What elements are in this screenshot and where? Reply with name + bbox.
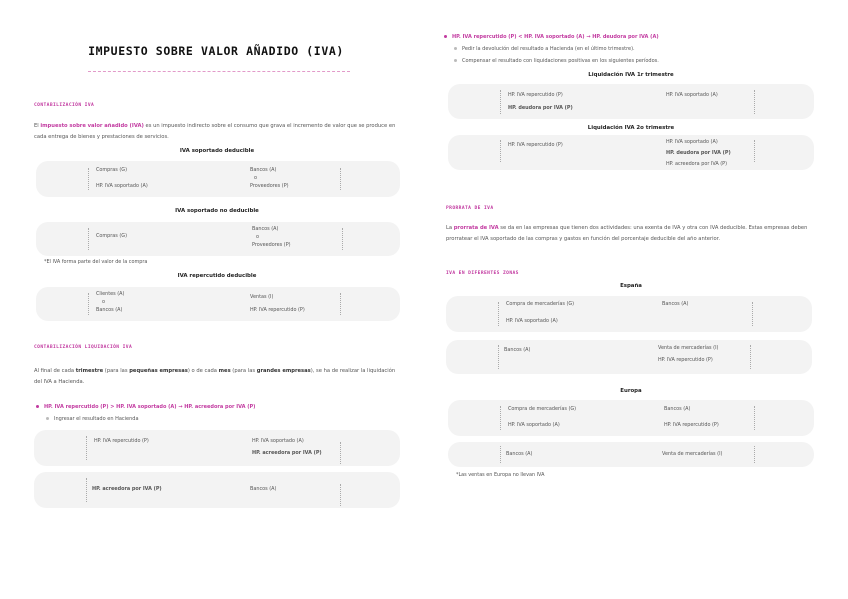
credit-entry: HP. acreedora por IVA (P) bbox=[252, 450, 322, 456]
section-contabilizacion-iva: CONTABILIZACIÓN IVA bbox=[34, 103, 95, 108]
debit-entry: HP. acreedora por IVA (P) bbox=[92, 486, 162, 492]
divider-dots bbox=[754, 406, 755, 430]
section-liquidacion-iva: CONTABILIZACIÓN LIQUIDACIÓN IVA bbox=[34, 345, 133, 350]
credit-entry: HP. IVA repercutido (P) bbox=[250, 307, 305, 313]
divider-dots bbox=[752, 302, 753, 326]
debit-entry: Bancos (A) bbox=[506, 451, 533, 457]
account-table-espana-compra bbox=[446, 296, 812, 332]
heading-iva-soportado-no-deducible: IVA soportado no deducible bbox=[175, 208, 259, 214]
credit-entry: Proveedores (P) bbox=[252, 242, 291, 248]
heading-espana: España bbox=[620, 283, 642, 289]
account-table-europa-compra bbox=[448, 400, 814, 436]
debit-entry: Bancos (A) bbox=[504, 347, 531, 353]
divider-dots bbox=[340, 442, 341, 464]
section-prorrata: PRORRATA DE IVA bbox=[446, 206, 494, 211]
credit-connector: o bbox=[254, 175, 257, 181]
account-table-espana-venta bbox=[446, 340, 812, 374]
divider-dots bbox=[754, 90, 755, 114]
credit-entry: HP. IVA soportado (A) bbox=[666, 139, 718, 145]
divider-dots bbox=[500, 446, 501, 463]
credit-entry: Bancos (A) bbox=[250, 486, 277, 492]
divider-dots bbox=[500, 90, 501, 114]
debit-entry: Bancos (A) bbox=[96, 307, 123, 313]
debit-connector: o bbox=[102, 299, 105, 305]
debit-entry: HP. deudora por IVA (P) bbox=[508, 105, 573, 111]
account-table-liquidacion-1 bbox=[34, 430, 400, 466]
debit-entry: HP. IVA repercutido (P) bbox=[508, 92, 563, 98]
debit-entry: HP. IVA repercutido (P) bbox=[508, 142, 563, 148]
credit-entry: Venta de mercaderías (I) bbox=[658, 345, 719, 351]
intro-paragraph: El impuesto sobre valor añadido (IVA) es un impuesto indirecto sobre el consumo que grava el incremento de valor que se produce en cada entrega de bienes y prestaciones de servicios. bbox=[34, 123, 396, 140]
credit-entry: HP. deudora por IVA (P) bbox=[666, 150, 731, 156]
credit-entry: HP. IVA repercutido (P) bbox=[664, 422, 719, 428]
divider-dots bbox=[88, 168, 89, 190]
credit-entry: HP. acreedora por IVA (P) bbox=[666, 161, 728, 167]
divider-dots bbox=[750, 345, 751, 369]
divider-dots bbox=[500, 406, 501, 430]
heading-liquidacion-2o-trimestre: Liquidación IVA 2o trimestre bbox=[587, 125, 675, 131]
divider-dots bbox=[342, 228, 343, 250]
sub-bullet-compensar: Compensar el resultado con liquidaciones positivas en los siguientes períodos. bbox=[454, 58, 659, 64]
note-ventas-europa: *Las ventas en Europa no llevan IVA bbox=[456, 472, 545, 478]
debit-entry: Compra de mercaderías (G) bbox=[506, 301, 575, 307]
divider-dots bbox=[754, 140, 755, 162]
account-table-liquidacion-2 bbox=[34, 472, 400, 508]
heading-europa: Europa bbox=[620, 388, 642, 394]
divider-dots bbox=[88, 228, 89, 250]
liquidacion-paragraph: Al final de cada trimestre (para las pequeñas empresas) o de cada mes (para las grandes empresas), se ha de realizar la liquidación del IVA a Hacienda. bbox=[34, 368, 396, 385]
divider-dots bbox=[86, 478, 87, 502]
account-table-1r-trimestre bbox=[448, 84, 814, 119]
divider-dots bbox=[88, 293, 89, 315]
debit-entry: Compra de mercaderías (G) bbox=[508, 406, 577, 412]
credit-entry: Bancos (A) bbox=[664, 406, 691, 412]
heading-iva-soportado-deducible: IVA soportado deducible bbox=[179, 148, 255, 154]
sub-bullet-devolucion: Pedir la devolución del resultado a Hacienda (en el último trimestre). bbox=[454, 46, 635, 52]
bullet-deudora: HP. IVA repercutido (P) < HP. IVA soportado (A) → HP. deudora por IVA (A) bbox=[444, 34, 659, 40]
credit-entry: Bancos (A) bbox=[662, 301, 689, 307]
credit-entry: Bancos (A) bbox=[250, 167, 277, 173]
divider-dots bbox=[498, 345, 499, 369]
divider-dots bbox=[500, 140, 501, 162]
debit-entry: HP. IVA repercutido (P) bbox=[94, 438, 149, 444]
debit-entry: HP. IVA soportado (A) bbox=[96, 183, 148, 189]
heading-liquidacion-1r-trimestre: Liquidación IVA 1r trimestre bbox=[588, 72, 674, 78]
account-table-soportado-no-deducible bbox=[36, 222, 400, 256]
debit-entry: Compras (G) bbox=[96, 167, 127, 173]
divider-dots bbox=[86, 436, 87, 460]
divider-dots bbox=[498, 302, 499, 326]
debit-entry: Compras (G) bbox=[96, 233, 127, 239]
credit-connector: o bbox=[256, 234, 259, 240]
credit-entry: HP. IVA soportado (A) bbox=[666, 92, 718, 98]
credit-entry: HP. IVA repercutido (P) bbox=[658, 357, 713, 363]
note-iva-valor-compra: *El IVA forma parte del valor de la compra bbox=[44, 259, 148, 265]
credit-entry: Venta de mercaderías (I) bbox=[662, 451, 723, 457]
account-table-europa-venta bbox=[448, 442, 814, 467]
account-table-2o-trimestre bbox=[448, 135, 814, 170]
debit-entry: HP. IVA soportado (A) bbox=[506, 318, 558, 324]
debit-entry: HP. IVA soportado (A) bbox=[508, 422, 560, 428]
section-iva-zonas: IVA EN DIFERENTES ZONAS bbox=[446, 271, 519, 276]
sub-bullet-ingresar: Ingresar el resultado en Hacienda bbox=[46, 416, 139, 422]
divider-dots bbox=[340, 168, 341, 190]
debit-entry: Clientes (A) bbox=[96, 291, 125, 297]
credit-entry: HP. IVA soportado (A) bbox=[252, 438, 304, 444]
divider-dots bbox=[340, 484, 341, 506]
page-title: IMPUESTO SOBRE VALOR AÑADIDO (IVA) bbox=[88, 44, 344, 58]
prorrata-paragraph: La prorrata de IVA se da en las empresas que tienen dos actividades: una exenta de IVA y otra con IVA deducible. Estas empresas deben prorratear el IVA soportado de las compras y gastos en función del porcentaje deducible del año anterior. bbox=[446, 225, 808, 242]
account-table-repercutido bbox=[36, 287, 400, 321]
divider-dots bbox=[340, 293, 341, 315]
heading-iva-repercutido-deducible: IVA repercutido deducible bbox=[177, 273, 257, 279]
title-underline bbox=[88, 71, 350, 72]
account-table-soportado-deducible bbox=[36, 161, 400, 197]
credit-entry: Bancos (A) bbox=[252, 226, 279, 232]
credit-entry: Ventas (I) bbox=[250, 294, 274, 300]
credit-entry: Proveedores (P) bbox=[250, 183, 289, 189]
bullet-acreedora: HP. IVA repercutido (P) > HP. IVA soportado (A) → HP. acreedora por IVA (P) bbox=[36, 404, 255, 410]
divider-dots bbox=[754, 446, 755, 463]
